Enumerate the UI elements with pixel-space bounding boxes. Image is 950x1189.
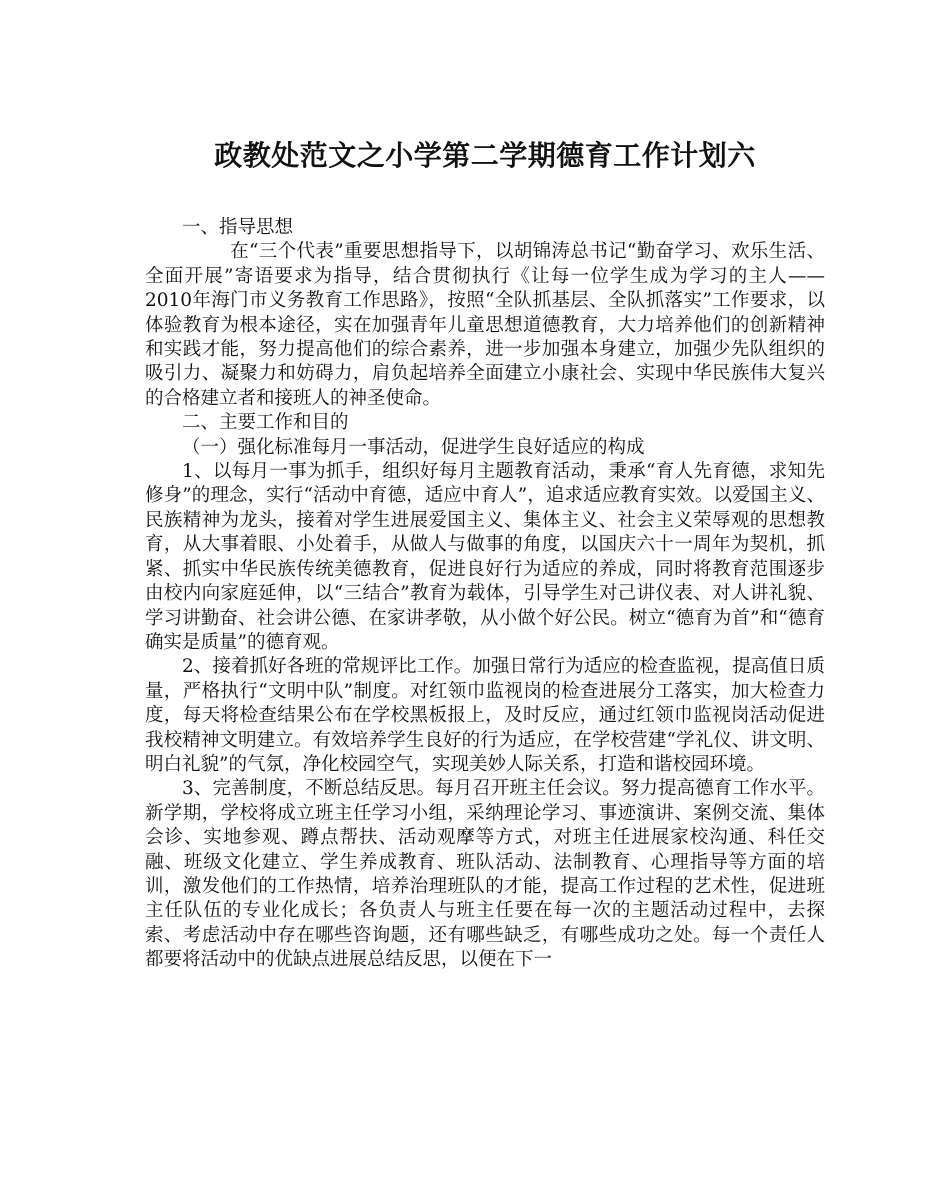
document-title: 政教处范文之小学第二学期德育工作计划六 xyxy=(214,139,756,172)
paragraph-item-2: 2、接着抓好各班的常规评比工作。加强日常行为适应的检查监视，提高值日质量，严格执行“文明中队”制度。对红领巾监视岗的检查进展分工落实，加大检查力度，每天将检查结果公布在学校黑板报上，及时反应，通过红领巾监视岗活动促进我校精神文明建立。有效培养学生良好的行为适应，在学校营建“学礼仪、讲文明、明白礼貌”的气氛，净化校园空气，实现美妙人际关系，打造和谐校园环境。 xyxy=(145,656,825,775)
subsection-heading-monthly-activity: （一）强化标准每月一事活动，促进学生良好适应的构成 xyxy=(182,436,645,458)
paragraph-guiding-thought: 在“三个代表”重要思想指导下，以胡锦涛总书记“勤奋学习、欢乐生活、全面开展”寄语要求为指导，结合贯彻执行《让每一位学生成为学习的主人——2010年海门市义务教育工作思路》，按照“全队抓基层、全队抓落实”工作要求，以体验教育为根本途径，实在加强青年儿童思想道德教育，大力培养他们的创新精神和实践才能，努力提高他们的综合素养，进一步加强本身建立，加强少先队组织的吸引力、凝聚力和妨碍力，肩负起培养全面建立小康社会、实现中华民族伟大复兴的合格建立者和接班人的神圣使命。 xyxy=(145,241,825,409)
document-body xyxy=(145,216,825,973)
document-page xyxy=(145,120,825,973)
section-heading-guiding-thought: 一、指导思想 xyxy=(182,217,294,238)
paragraph-item-3: 3、完善制度，不断总结反思。每月召开班主任会议。努力提高德育工作水平。新学期，学校将成立班主任学习小组，采纳理论学习、事迹演讲、案例交流、集体会诊、实地参观、蹲点帮扶、活动观摩等方式，对班主任进展家校沟通、科任交融、班级文化建立、学生养成教育、班队活动、法制教育、心理指导等方面的培训，激发他们的工作热情，培养治理班队的才能，提高工作过程的艺术性，促进班主任队伍的专业化成长；各负责人与班主任要在每一次的主题活动过程中，去探索、考虑活动中存在哪些咨询题，还有哪些缺乏，有哪些成功之处。每一个责任人都要将活动中的优缺点进展总结反思，以便在下一 xyxy=(145,778,825,971)
paragraph-item-1: 1、以每月一事为抓手，组织好每月主题教育活动，秉承“育人先育德，求知先修身”的理念，实行“活动中育德，适应中育人”，追求适应教育实效。以爱国主义、民族精神为龙头，接着对学生进展爱国主义、集体主义、社会主义荣辱观的思想教育，从大事着眼、小处着手，从做人与做事的角度，以国庆六十一周年为契机，抓紧、抓实中华民族传统美德教育，促进良好行为适应的养成，同时将教育范围逐步由校内向家庭延伸，以“三结合”教育为载体，引导学生对己讲仪表、对人讲礼貌、学习讲勤奋、社会讲公德、在家讲孝敬，从小做个好公民。树立“德育为首”和“德育确实是质量”的德育观。 xyxy=(145,461,825,653)
section-heading-main-work: 二、主要工作和目的 xyxy=(182,412,349,434)
